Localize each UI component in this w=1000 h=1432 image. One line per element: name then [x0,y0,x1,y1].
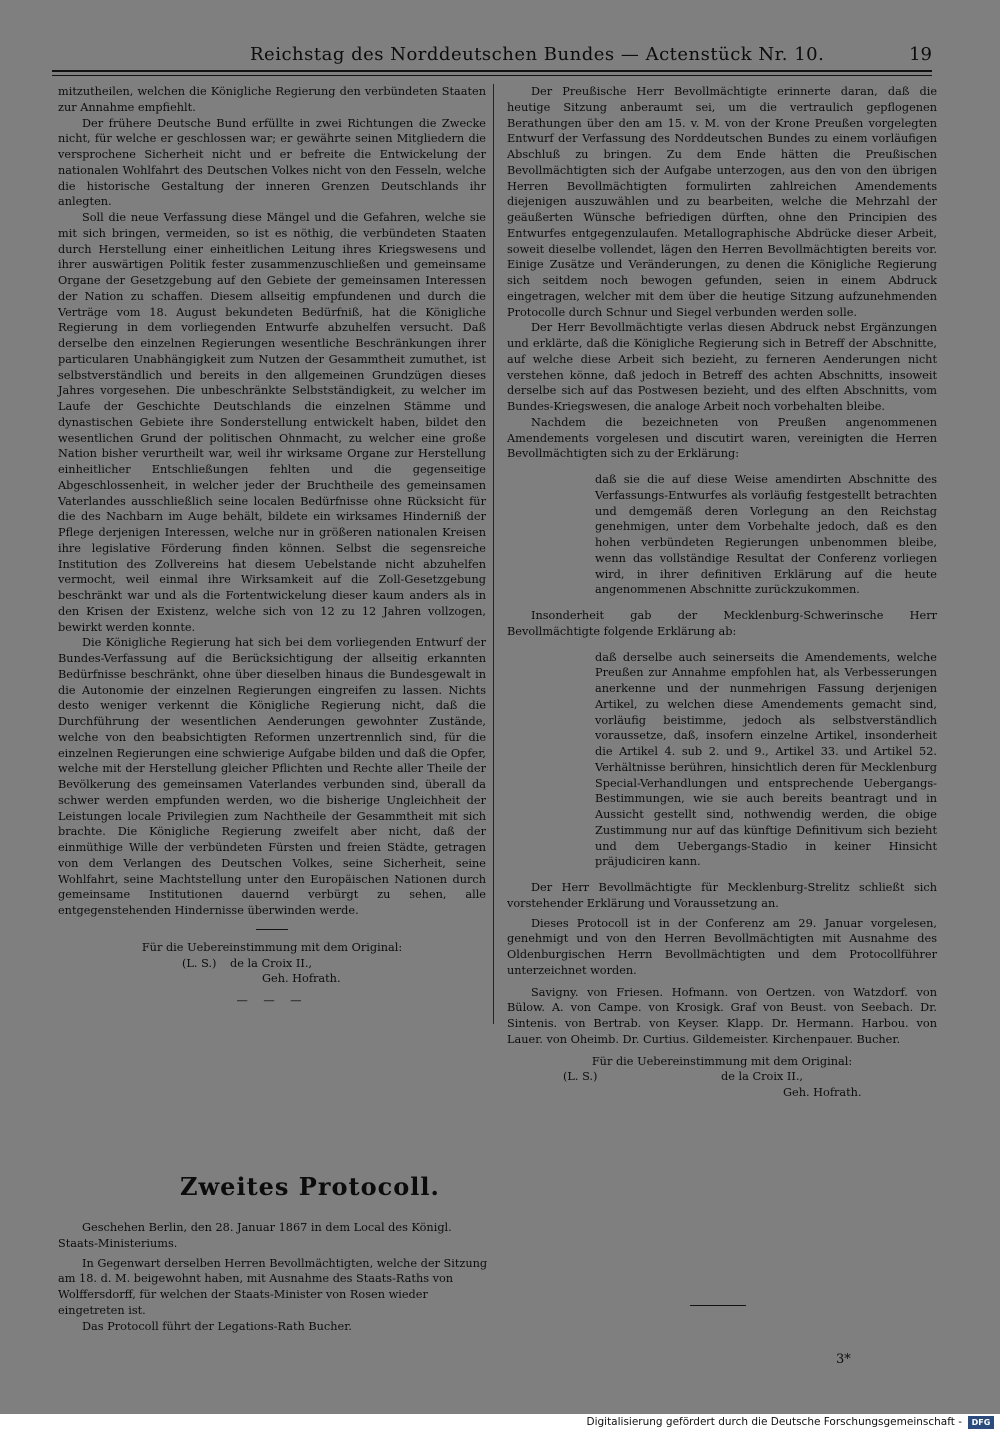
column-divider [493,84,494,1024]
dfg-logo: DFG [968,1416,994,1429]
footer-text: Digitalisierung gefördert durch die Deutsche Forschungsgemeinschaft - [586,1416,962,1428]
paragraph: Der Preußische Herr Bevollmächtigte erinnerte daran, daß die heutige Sitzung anberaumt sei, um die vertraulich gepflogenen Berathungen über den am 15. v. M. von der Krone Preußen vorgelegten Entwurf der Verfassung des Norddeutschen Bundes zu einem vorläufigen Abschluß zu bringen. Zu dem Ende hätten die Preußischen Bevollmächtigten sich der Aufgabe unterzogen, aus den von den übrigen Herren Bevollmächtigten formulirten zahlreichen Amendements diejenigen auszuwählen und zu bearbeiten, welche die Mehrzahl der geäußerten Wünsche befriedigen dürften, ohne den Principien des Entwurfes entgegenzulaufen. Metallographische Abdrücke dieser Arbeit, soweit dieselbe vollendet, lägen den Herren Bevollmächtigten bereits vor. Einige Zusätze und Veränderungen, zu denen die Königliche Regierung sich seitdem noch bewogen gefunden, seien in einem Abdruck eingetragen, welcher mit dem über die heutige Sitzung aufzunehmenden Protocolle durch Schnur und Siegel verbunden werden solle. [507,85,937,319]
section-rule [256,929,288,930]
footer-bar [0,1414,1000,1432]
dash-separator: — — — [236,994,308,1007]
attest-line: Für die Uebereinstimmung mit dem Original: [141,940,403,954]
seal-mark: (L. S.) [563,1070,598,1084]
header-title: Reichstag des Norddeutschen Bundes — Actenstück Nr. 10. [250,44,825,65]
signer-title: Geh. Hofrath. [262,972,341,986]
sheet-mark: 3* [836,1352,851,1367]
closing-rule [690,1305,746,1306]
signature-block [58,956,486,972]
right-column [507,84,937,1101]
protocol-attendance: In Gegenwart derselben Herren Bevollmächtigten, welche der Sitzung am 18. d. M. beigewohnt haben, mit Ausnahme des Staats-Raths von Wolffersdorff, für welchen der Staats-Minister von Rosen wieder eingetreten ist. [58,1256,488,1317]
header-rule-thin [52,75,932,76]
paragraph: Der Herr Bevollmächtigte für Mecklenburg-Strelitz schließt sich vorstehender Erklärung und Voraussetzung an. [507,881,937,910]
paragraph: Nachdem die bezeichneten von Preußen angenommenen Amendements vorgelesen und discutirt waren, vereinigten die Herren Bevollmächtigten sich zu der Erklärung: [507,415,937,461]
left-column [58,84,486,1009]
paragraph: Dieses Protocoll ist in der Conferenz am 29. Januar vorgelesen, genehmigt und von den Herren Bevollmächtigten mit Ausnahme des Oldenburgischen Herrn Bevollmächtigten und dem Protocollführer unterzeichnet worden. [507,916,937,977]
page-number: 19 [909,44,932,65]
signer-name: de la Croix II., [721,1070,804,1084]
signer-title: Geh. Hofrath. [783,1086,862,1099]
mecklenburg-declaration: daß derselbe auch seinerseits die Amendements, welche Preußen zur Annahme empfohlen hat, als Verbesserungen anerkenne und der nunmehrigen Fassung derjenigen Artikel, zu welchen diese Amendements gemacht sind, vorläufig beistimme, jedoch als selbstverständlich voraussetze, daß, insofern einzelne Artikel, insonderheit die Artikel 4. sub 2. und 9., Artikel 33. und Artikel 52. Verhältnisse berühren, hinsichtlich deren für Mecklenburg Special-Verhandlungen und entsprechende Uebergangs-Bestimmungen, wie sie auch bereits beantragt und in Aussicht gestellt sind, nothwendig werden, die obige Zustimmung nur auf das künftige Definitivum sich bezieht und dem Uebergangs-Stadio in keiner Hinsicht präjudiciren kann. [595,650,937,869]
protocol-keeper: Das Protocoll führt der Legations-Rath Bucher. [82,1319,352,1333]
paragraph: Der frühere Deutsche Bund erfüllte in zwei Richtungen die Zwecke nicht, für welche er geschlossen war; er gewährte seinen Mitgliedern die versprochene Sicherheit nicht und er befreite die Entwickelung der nationalen Wohlfahrt des Deutschen Volkes nicht von den Fesseln, welche die historische Gestaltung der inneren Grenzen Deutschlands ihr anlegten. [58,116,486,209]
paragraph: Die Königliche Regierung hat sich bei dem vorliegenden Entwurf der Bundes-Verfassung auf die Berücksichtigung der allseitig erkannten Bedürfnisse beschränkt, ohne über dieselben hinaus die Bundesgewalt in die Autonomie der einzelnen Regierungen eingreifen zu lassen. Nichts desto weniger verkennt die Königliche Regierung nicht, daß die Durchführung der wesentlichen Aenderungen gewohnter Zustände, welche von den beabsichtigten Reformen unzertrennlich sind, für die einzelnen Regierungen eine schwierige Aufgabe bilden und daß die Opfer, welche mit der Herstellung gleicher Pflichten und Rechte aller Theile der Bevölkerung des gemeinsamen Vaterlandes verbunden sind, überall da schwer werden empfunden werden, wo die bisherige Ungleichheit der Leistungen locale Privilegien zum Nachtheile der Gesammtheit mit sich brachte. Die Königliche Regierung zweifelt aber nicht, daß der einmüthige Wille der verbündeten Fürsten und freien Städte, getragen von dem Verlangen des Deutschen Volkes, seine Sicherheit, seine Wohlfahrt, seine Machtstellung unter den Europäischen Nationen durch gemeinsame Institutionen dauernd verbürgt zu sehen, alle entgegenstehenden Hindernisse überwinden werde. [58,636,486,917]
paragraph: mitzutheilen, welchen die Königliche Regierung den verbündeten Staaten zur Annahme empfiehlt. [58,85,486,114]
attest-line: Für die Uebereinstimmung mit dem Original: [591,1054,853,1068]
declaration-quote: daß sie die auf diese Weise amendirten Abschnitte des Verfassungs-Entwurfes als vorläufig festgestellt betrachten und demgemäß deren Vorlegung an den Reichstag genehmigen, unter dem Vorbehalte jedoch, daß es den hohen verbündeten Regierungen unbenommen bleibe, wenn das vollständige Resultat der Conferenz vorliegen wird, in ihrer definitiven Erklärung auf die heute angenommenen Abschnitte zurückzukommen. [595,473,937,597]
signature-block [507,1069,937,1085]
seal-mark: (L. S.) [182,956,217,970]
signer-name: de la Croix II., [230,956,313,970]
header-rule [52,70,932,72]
second-protocol-intro [58,1220,494,1334]
paragraph: Insonderheit gab der Mecklenburg-Schwerinsche Herr Bevollmächtigte folgende Erklärung ab: [507,609,937,638]
paragraph: Soll die neue Verfassung diese Mängel und die Gefahren, welche sie mit sich bringen, vermeiden, so ist es nöthig, die verbündeten Staaten durch Herstellung einer einheitlichen Leitung ihres Kriegswesens und ihrer auswärtigen Politik fester zusammenzuschließen und gemeinsame Organe der Gesetzgebung auf den Gebiete der gemeinsamen Interessen der Nation zu schaffen. Diesem allseitig empfundenen und durch die Verträge vom 18. August bekundeten Bedürfniß, hat die Königliche Regierung in dem vorliegenden Entwurfe abzuhelfen versucht. Daß derselbe den einzelnen Regierungen wesentliche Beschränkungen ihrer particularen Unabhängigkeit zum Nutzen der Gesammtheit zumuthet, ist selbstverständlich und bereits in den allgemeinen Grundzügen dieses Jahres vorgesehen. Die unbeschränkte Selbstständigkeit, zu welcher im Laufe der Geschichte Deutschlands die einzelnen Stämme und dynastischen Gebiete ihre Sonderstellung entwickelt haben, bildet den wesentlichen Grund der politischen Ohnmacht, zu welcher eine große Nation bisher verurtheilt war, weil ihr wirksame Organe zur Herstellung einheitlicher Entschließungen fehlten und die gegenseitige Abgeschlossenheit, in welcher jeder der Bruchtheile des gemeinsamen Vaterlandes ausschließlich seine localen Bedürfnisse ohne Rücksicht für die des Nachbarn im Auge behält, bildete ein wirksames Hinderniß der Pflege derjenigen Interessen, welche nur in größeren nationalen Kreisen ihre legislative Förderung finden können. Selbst die segensreiche Institution des Zollvereins hat diesem Uebelstande nicht abzuhelfen vermocht, weil einmal ihre Wirksamkeit auf die Zoll-Gesetzgebung beschränkt war und als die Fortentwickelung dieser kaum anders als in den Krisen der Existenz, welche sich von 12 zu 12 Jahren vollzogen, bewirkt werden konnte. [58,211,486,634]
section-heading: Zweites Protocoll. [180,1172,440,1201]
protocol-date-line: Geschehen Berlin, den 28. Januar 1867 in dem Local des Königl. Staats-Ministeriums. [58,1221,452,1250]
running-header [52,44,932,68]
signature-list: Savigny. von Friesen. Hofmann. von Oertzen. von Watzdorf. von Bülow. A. von Campe. von Krosigk. Graf von Beust. von Seebach. Dr. Sintenis. von Bertrab. von Keyser. Klapp. Dr. Hermann. Harbou. von Lauer. von Oheimb. Dr. Curtius. Gildemeister. Kirchenpauer. Bucher. [507,985,937,1046]
paragraph: Der Herr Bevollmächtigte verlas diesen Abdruck nebst Ergänzungen und erklärte, daß die Königliche Regierung sich in Betreff der Abschnitte, auf welche diese Arbeit sich bezieht, zu ferneren Aenderungen nicht verstehen könne, daß jedoch in Betreff des achten Abschnitts, insoweit derselbe sich auf das Postwesen bezieht, und des elften Abschnitts, vom Bundes-Kriegswesen, die analoge Arbeit noch vorbehalten bleibe. [507,321,937,413]
